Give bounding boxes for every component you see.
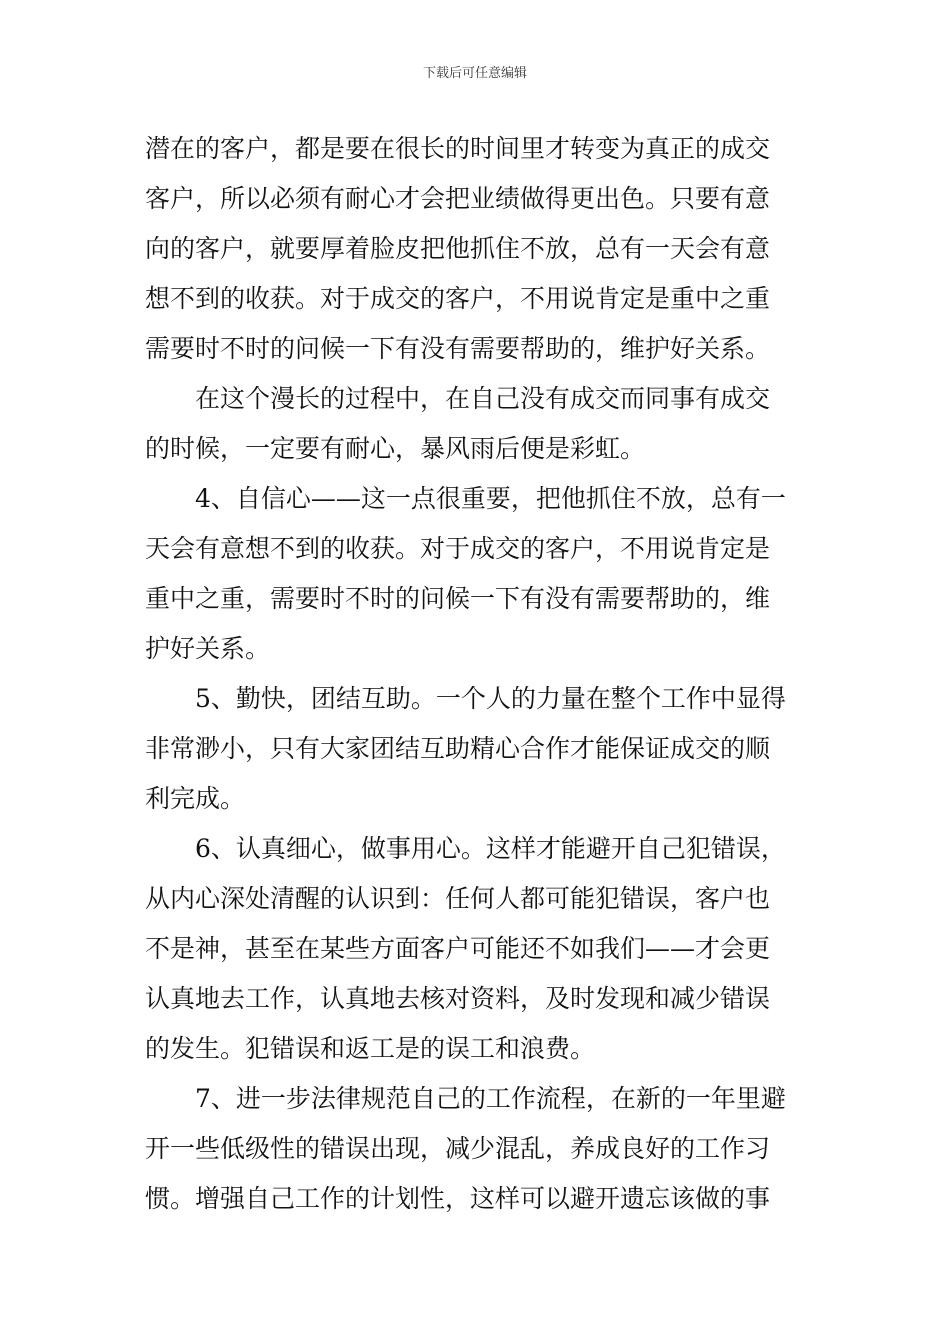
text-line: 天会有意想不到的收获。对于成交的客户，不用说肯定是 bbox=[145, 534, 771, 563]
paragraph-first-line: 4、自信心——这一点很重要，把他抓住不放，总有一 bbox=[195, 484, 786, 513]
text-line: 利完成。 bbox=[145, 784, 246, 813]
text-line: 的发生。犯错误和返工是的误工和浪费。 bbox=[145, 1034, 596, 1063]
document-body bbox=[145, 124, 805, 1224]
text-line: 潜在的客户，都是要在很长的时间里才转变为真正的成交 bbox=[145, 134, 771, 163]
paragraph-first-line: 6、认真细心，做事用心。这样才能避开自己犯错误， bbox=[195, 834, 786, 863]
text-line: 非常渺小，只有大家团结互助精心合作才能保证成交的顺 bbox=[145, 734, 771, 763]
text-line: 从内心深处清醒的认识到：任何人都可能犯错误，客户也 bbox=[145, 884, 771, 913]
paragraph-first-line: 在这个漫长的过程中，在自己没有成交而同事有成交 bbox=[195, 384, 771, 413]
text-line: 想不到的收获。对于成交的客户，不用说肯定是重中之重 bbox=[145, 284, 771, 313]
text-line: 不是神，甚至在某些方面客户可能还不如我们——才会更 bbox=[145, 934, 771, 963]
text-line: 向的客户，就要厚着脸皮把他抓住不放，总有一天会有意 bbox=[145, 234, 771, 263]
text-line: 开一些低级性的错误出现，减少混乱，养成良好的工作习 bbox=[145, 1134, 771, 1163]
text-line: 惯。增强自己工作的计划性，这样可以避开遗忘该做的事 bbox=[145, 1184, 771, 1213]
paragraph-first-line: 5、勤快，团结互助。一个人的力量在整个工作中显得 bbox=[195, 684, 786, 713]
paragraph-first-line: 7、进一步法律规范自己的工作流程，在新的一年里避 bbox=[195, 1084, 786, 1113]
text-line: 的时候，一定要有耐心，暴风雨后便是彩虹。 bbox=[145, 434, 646, 463]
text-line: 客户，所以必须有耐心才会把业绩做得更出色。只要有意 bbox=[145, 184, 771, 213]
text-line: 认真地去工作，认真地去核对资料，及时发现和减少错误 bbox=[145, 984, 771, 1013]
text-line: 护好关系。 bbox=[145, 634, 271, 663]
page-header: 下载后可任意编辑 bbox=[422, 66, 527, 81]
text-line: 需要时不时的问候一下有没有需要帮助的，维护好关系。 bbox=[145, 334, 771, 363]
text-line: 重中之重，需要时不时的问候一下有没有需要帮助的，维 bbox=[145, 584, 771, 613]
